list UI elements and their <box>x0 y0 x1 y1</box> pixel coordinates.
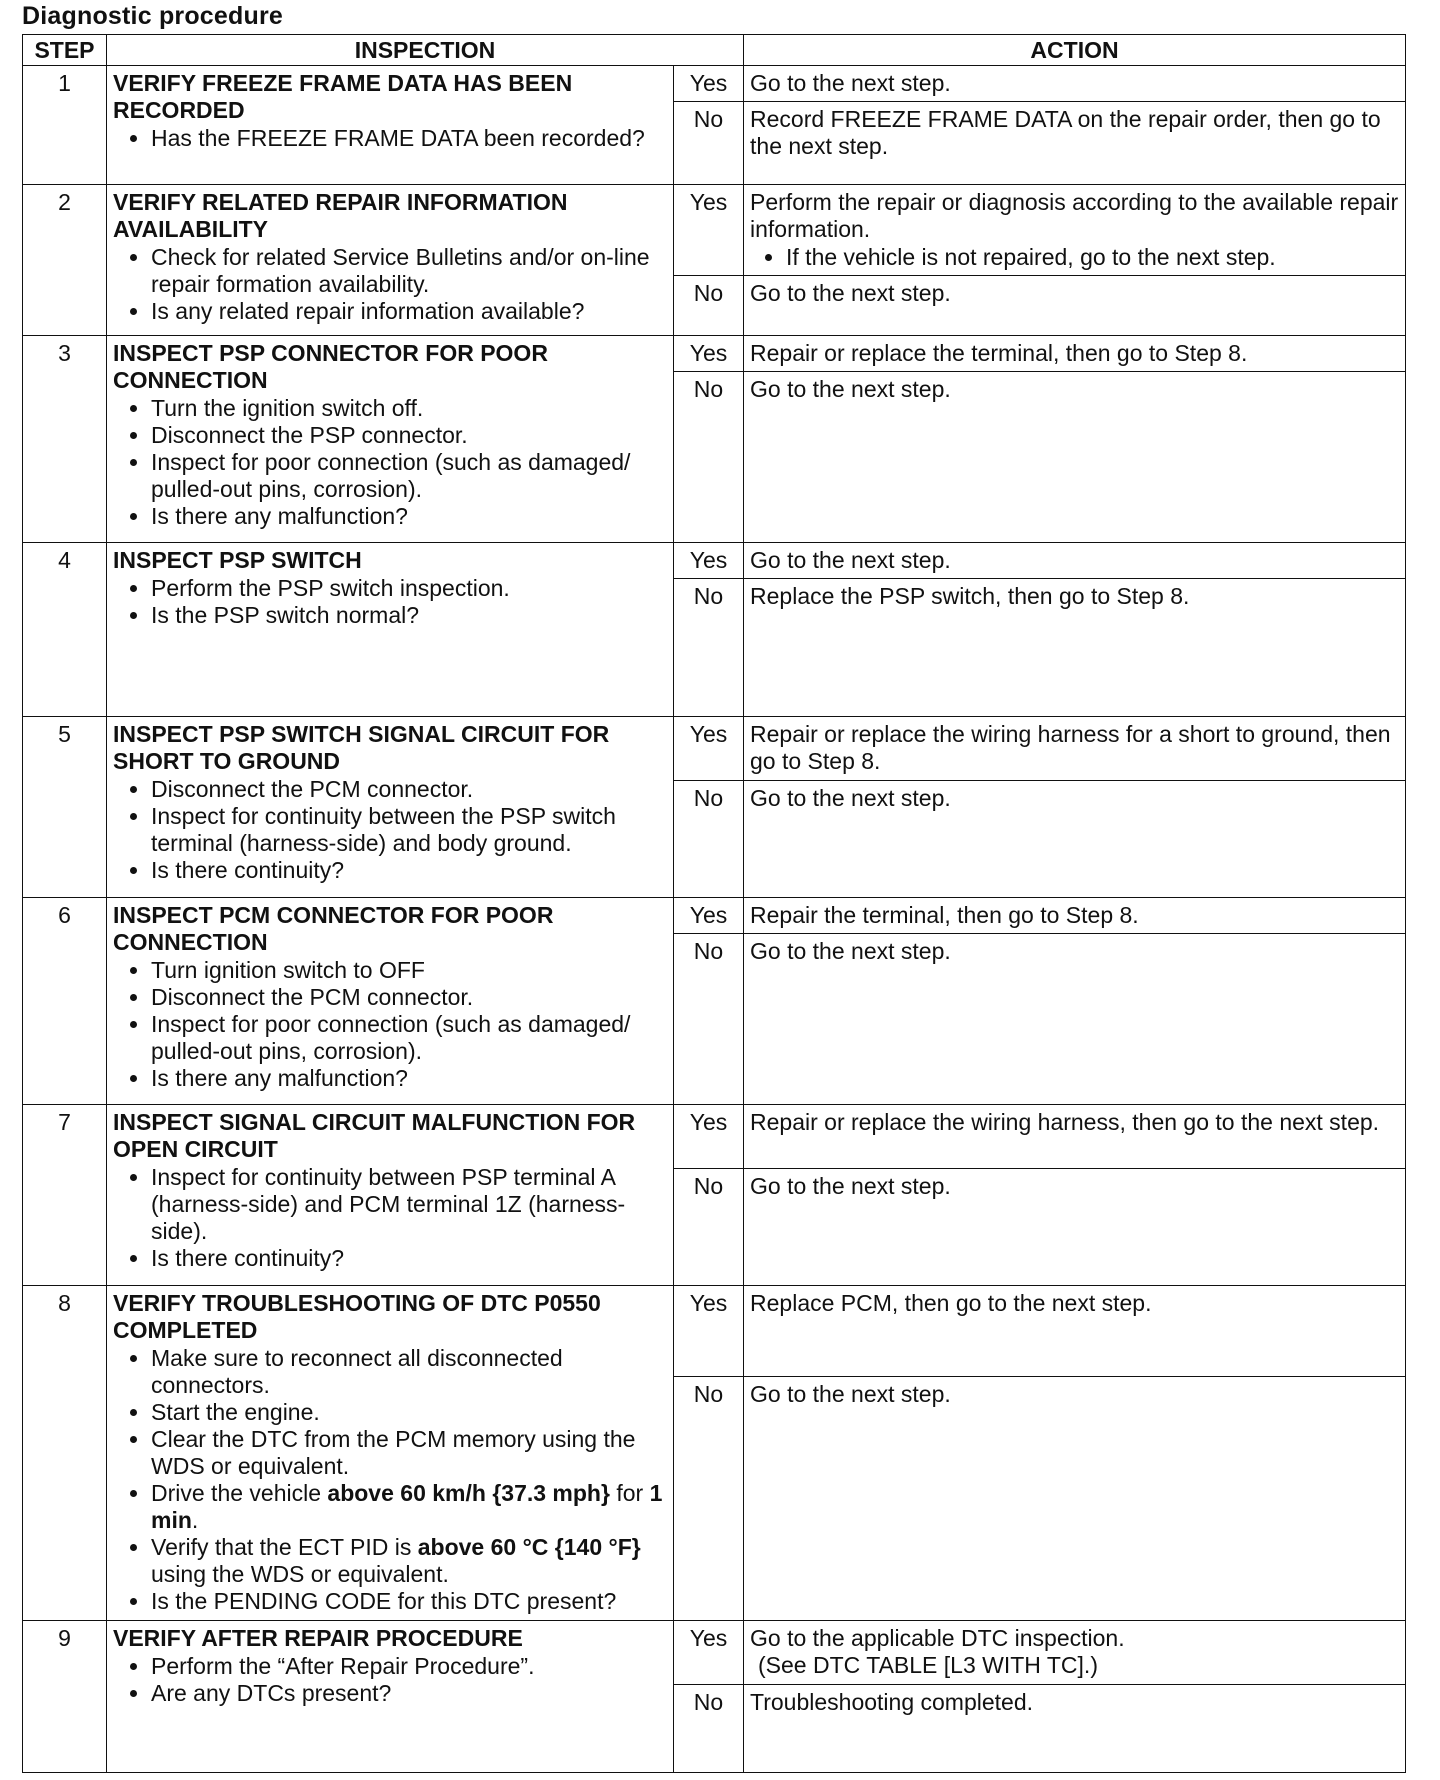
inspection-cell <box>107 66 674 185</box>
bullet-item: • Clear the DTC from the PCM memory using the WDS or equivalent. <box>151 1426 667 1480</box>
no-action: Go to the next step. <box>744 1377 1406 1621</box>
no-label: No <box>674 372 744 543</box>
action-bullets <box>750 244 1399 271</box>
bullet-item: • Start the engine. <box>151 1399 667 1426</box>
no-label: No <box>674 781 744 898</box>
yes-action: Repair the terminal, then go to Step 8. <box>744 898 1406 934</box>
inspection-cell <box>107 1286 674 1621</box>
bullet-item: • Is there any malfunction? <box>151 1065 667 1092</box>
table-row <box>23 1286 1406 1377</box>
yes-label: Yes <box>674 1105 744 1169</box>
no-label: No <box>674 1377 744 1621</box>
bullet-text: Drive the vehicle <box>151 1480 328 1506</box>
header-inspection: INSPECTION <box>107 35 744 66</box>
no-label: No <box>674 276 744 336</box>
yes-action-text: Perform the repair or diagnosis according to the available repair information. <box>750 189 1399 242</box>
no-label: No <box>674 934 744 1105</box>
yes-action-text: Go to the applicable DTC inspection. <box>750 1625 1125 1651</box>
inspection-title: VERIFY AFTER REPAIR PROCEDURE <box>113 1625 523 1651</box>
inspection-title: INSPECT SIGNAL CIRCUIT MALFUNCTION FOR OPEN CIRCUIT <box>113 1109 636 1162</box>
table-row <box>23 898 1406 934</box>
inspection-cell <box>107 543 674 717</box>
no-label: No <box>674 1685 744 1773</box>
step-number: 1 <box>23 66 107 185</box>
inspection-cell <box>107 336 674 543</box>
yes-label: Yes <box>674 1621 744 1685</box>
table-row <box>23 66 1406 102</box>
header-step: STEP <box>23 35 107 66</box>
inspection-bullets <box>113 125 667 152</box>
inspection-bullets <box>113 776 667 884</box>
bullet-item <box>151 1480 667 1534</box>
yes-label: Yes <box>674 1286 744 1377</box>
action-bullet: • If the vehicle is not repaired, go to the next step. <box>786 244 1399 271</box>
bullet-item <box>151 1534 667 1588</box>
bullet-item: • Perform the PSP switch inspection. <box>151 575 667 602</box>
page-title: Diagnostic procedure <box>22 2 283 30</box>
dtc-table-reference[interactable]: (See DTC TABLE [L3 WITH TC].) <box>758 1652 1098 1678</box>
diagnostic-table <box>22 34 1406 1773</box>
table-row <box>23 1621 1406 1685</box>
yes-action: Repair or replace the terminal, then go to Step 8. <box>744 336 1406 372</box>
bullet-item: • Inspect for poor connection (such as damaged/ pulled-out pins, corrosion). <box>151 449 667 503</box>
bullet-item: • Turn the ignition switch off. <box>151 395 667 422</box>
table-row <box>23 543 1406 579</box>
no-action: Go to the next step. <box>744 276 1406 336</box>
bullet-text: for <box>609 1480 650 1506</box>
inspection-bullets <box>113 1653 667 1707</box>
step-number: 4 <box>23 543 107 717</box>
bullet-item: • Is the PENDING CODE for this DTC present? <box>151 1588 667 1615</box>
step-number: 7 <box>23 1105 107 1286</box>
bullet-item: • Is any related repair information available? <box>151 298 667 325</box>
bullet-item: • Are any DTCs present? <box>151 1680 667 1707</box>
yes-action: Repair or replace the wiring harness for a short to ground, then go to Step 8. <box>744 717 1406 781</box>
yes-label: Yes <box>674 185 744 276</box>
step-number: 2 <box>23 185 107 336</box>
inspection-cell <box>107 717 674 898</box>
inspection-title: INSPECT PSP CONNECTOR FOR POOR CONNECTION <box>113 340 548 393</box>
no-action: Record FREEZE FRAME DATA on the repair order, then go to the next step. <box>744 102 1406 185</box>
table-row <box>23 1105 1406 1169</box>
yes-action <box>744 1621 1406 1685</box>
inspection-bullets <box>113 1345 667 1615</box>
no-action: Replace the PSP switch, then go to Step 8. <box>744 579 1406 717</box>
no-action: Go to the next step. <box>744 934 1406 1105</box>
bullet-item: • Inspect for continuity between the PSP switch terminal (harness-side) and body ground. <box>151 803 667 857</box>
table-row <box>23 336 1406 372</box>
yes-action: Replace PCM, then go to the next step. <box>744 1286 1406 1377</box>
no-label: No <box>674 102 744 185</box>
yes-action: Repair or replace the wiring harness, then go to the next step. <box>744 1105 1406 1169</box>
table-row <box>23 185 1406 276</box>
step-number: 6 <box>23 898 107 1105</box>
header-row <box>23 35 1406 66</box>
bullet-item: • Disconnect the PCM connector. <box>151 776 667 803</box>
no-action: Go to the next step. <box>744 781 1406 898</box>
bullet-bold: above 60 km/h {37.3 mph} <box>327 1480 610 1506</box>
inspection-cell <box>107 898 674 1105</box>
inspection-cell <box>107 1105 674 1286</box>
inspection-bullets <box>113 957 667 1092</box>
bullet-text: Verify that the ECT PID is <box>151 1534 418 1560</box>
bullet-item: • Is there continuity? <box>151 1245 667 1272</box>
yes-action <box>744 185 1406 276</box>
no-label: No <box>674 1169 744 1286</box>
yes-label: Yes <box>674 66 744 102</box>
inspection-bullets <box>113 575 667 629</box>
yes-action: Go to the next step. <box>744 66 1406 102</box>
inspection-cell <box>107 185 674 336</box>
step-number: 5 <box>23 717 107 898</box>
step-number: 8 <box>23 1286 107 1621</box>
inspection-cell <box>107 1621 674 1773</box>
yes-label: Yes <box>674 543 744 579</box>
bullet-item: • Has the FREEZE FRAME DATA been recorded? <box>151 125 667 152</box>
bullet-item: • Turn ignition switch to OFF <box>151 957 667 984</box>
yes-label: Yes <box>674 717 744 781</box>
bullet-item: • Is there any malfunction? <box>151 503 667 530</box>
bullet-item: • Is there continuity? <box>151 857 667 884</box>
bullet-item: • Is the PSP switch normal? <box>151 602 667 629</box>
bullet-bold: 1 min <box>151 1480 663 1533</box>
inspection-title: VERIFY RELATED REPAIR INFORMATION AVAILABILITY <box>113 189 568 242</box>
no-action: Troubleshooting completed. <box>744 1685 1406 1773</box>
yes-action: Go to the next step. <box>744 543 1406 579</box>
bullet-item: • Make sure to reconnect all disconnected connectors. <box>151 1345 667 1399</box>
inspection-title: VERIFY FREEZE FRAME DATA HAS BEEN RECORDED <box>113 70 573 123</box>
inspection-title: INSPECT PSP SWITCH SIGNAL CIRCUIT FOR SHORT TO GROUND <box>113 721 610 774</box>
inspection-bullets <box>113 395 667 530</box>
inspection-title: INSPECT PCM CONNECTOR FOR POOR CONNECTION <box>113 902 554 955</box>
no-action: Go to the next step. <box>744 1169 1406 1286</box>
bullet-item: • Disconnect the PCM connector. <box>151 984 667 1011</box>
yes-label: Yes <box>674 898 744 934</box>
bullet-item: • Inspect for poor connection (such as damaged/ pulled-out pins, corrosion). <box>151 1011 667 1065</box>
inspection-title: INSPECT PSP SWITCH <box>113 547 362 573</box>
bullet-bold: above 60 °C {140 °F} <box>417 1534 641 1560</box>
no-action: Go to the next step. <box>744 372 1406 543</box>
yes-label: Yes <box>674 336 744 372</box>
header-action: ACTION <box>744 35 1406 66</box>
step-number: 3 <box>23 336 107 543</box>
bullet-item: • Perform the “After Repair Procedure”. <box>151 1653 667 1680</box>
bullet-text: . <box>191 1507 199 1533</box>
inspection-bullets <box>113 244 667 325</box>
table-row <box>23 717 1406 781</box>
bullet-text: using the WDS or equivalent. <box>151 1561 449 1587</box>
bullet-item: • Check for related Service Bulletins and/or on-line repair formation availability. <box>151 244 667 298</box>
step-number: 9 <box>23 1621 107 1773</box>
bullet-item: • Inspect for continuity between PSP terminal A (harness-side) and PCM terminal 1Z (harness-side). <box>151 1164 667 1245</box>
inspection-title: VERIFY TROUBLESHOOTING OF DTC P0550 COMPLETED <box>113 1290 601 1343</box>
bullet-item: • Disconnect the PSP connector. <box>151 422 667 449</box>
no-label: No <box>674 579 744 717</box>
inspection-bullets <box>113 1164 667 1272</box>
